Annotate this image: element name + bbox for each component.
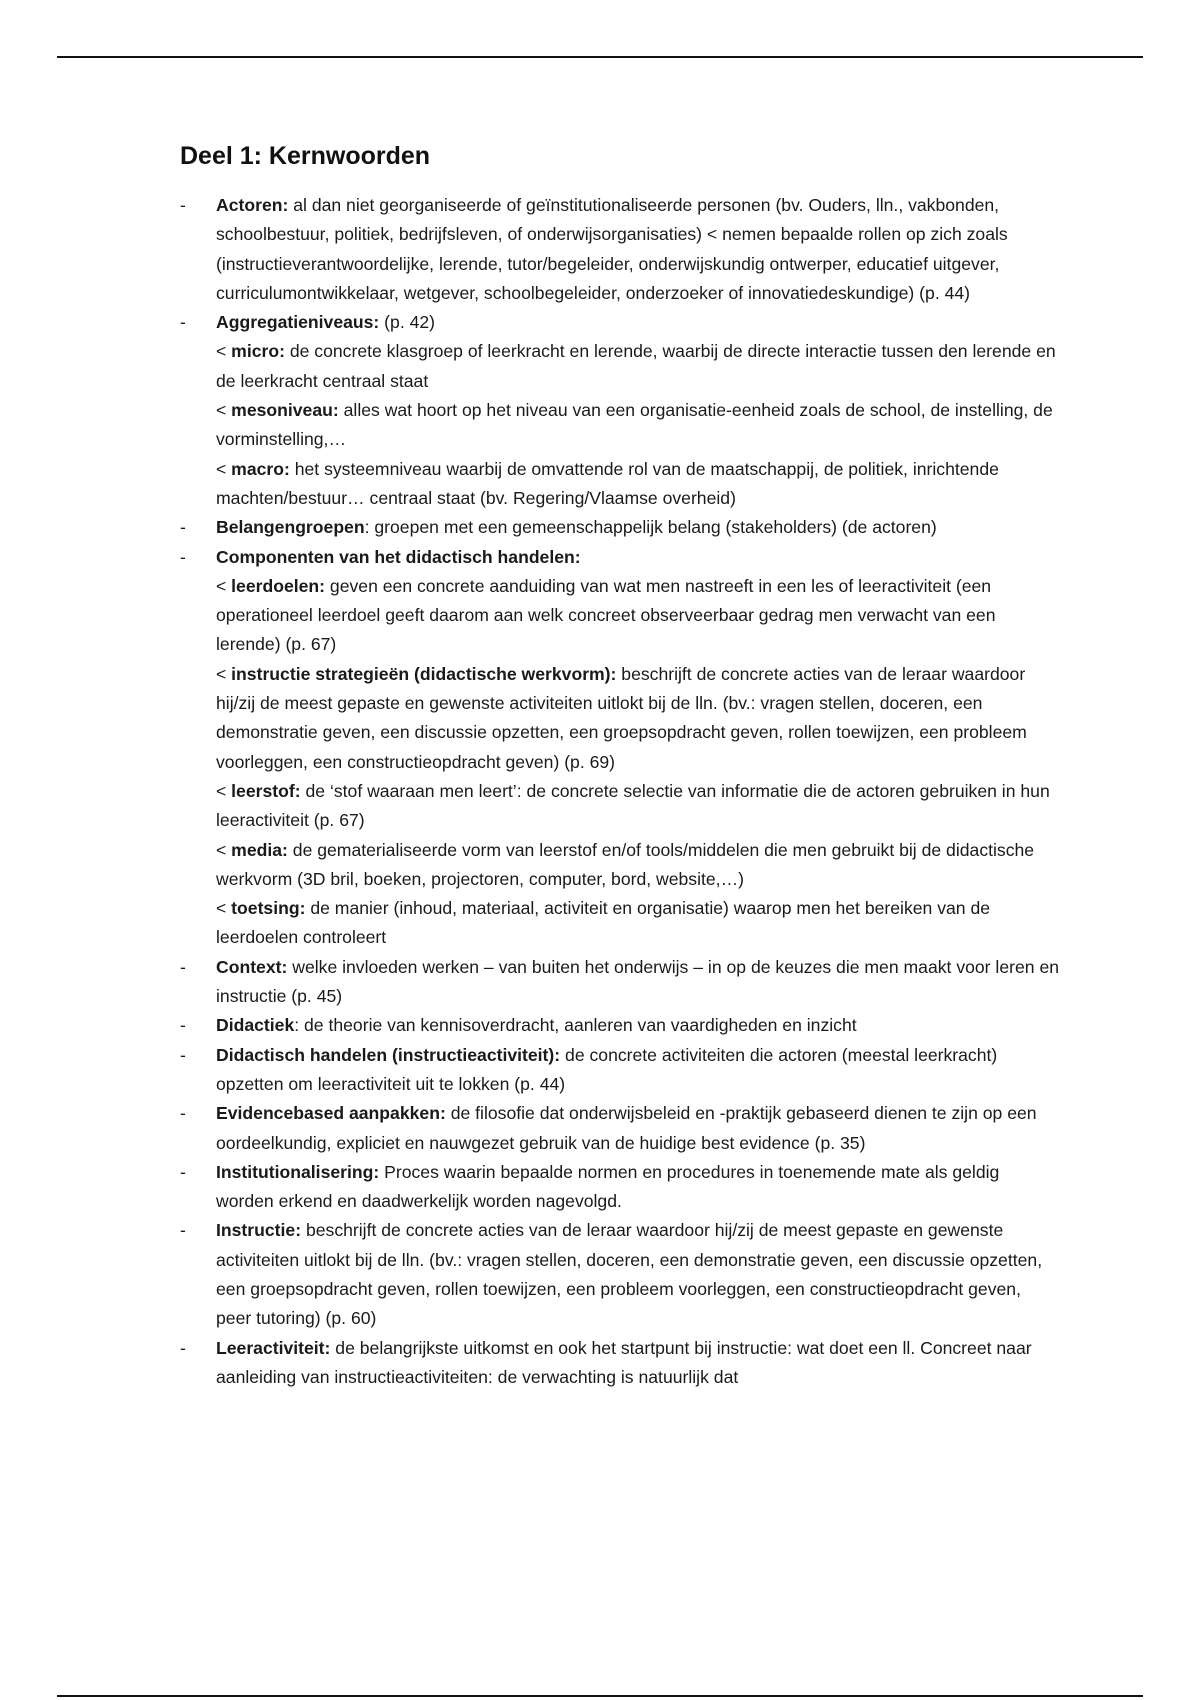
- sub-item-marker: <: [216, 341, 232, 362]
- term-name: Leeractiviteit:: [216, 1337, 331, 1358]
- sub-item-label: instructie strategieën (didactische werkvorm):: [231, 663, 617, 684]
- term-name: Instructie:: [216, 1220, 302, 1241]
- sub-item-marker: <: [216, 898, 232, 919]
- page-bottom-rule: [57, 1695, 1143, 1697]
- sub-item: [216, 836, 1060, 895]
- term-name: Aggregatieniveaus:: [216, 312, 380, 333]
- glossary-item: [180, 1099, 1060, 1158]
- sub-item-definition: de gematerialiseerde vorm van leerstof en/of tools/middelen die men gebruikt bij de didactische werkvorm (3D bril, boeken, projectoren, computer, bord, website,…): [216, 839, 1035, 889]
- sub-item: [216, 660, 1060, 777]
- term-name: Didactiek: [216, 1015, 295, 1036]
- section-heading: Deel 1: Kernwoorden: [180, 142, 431, 170]
- glossary-item: [180, 1158, 1060, 1217]
- sub-item-label: media:: [231, 839, 288, 860]
- sub-item-marker: <: [216, 575, 232, 596]
- sub-item: [216, 572, 1060, 660]
- page-top-rule: [57, 56, 1143, 58]
- sub-item-marker: <: [216, 458, 232, 479]
- sub-item-marker: <: [216, 400, 232, 421]
- sub-item-label: leerdoelen:: [231, 575, 326, 596]
- term-definition: : de theorie van kennisoverdracht, aanleren van vaardigheden en inzicht: [294, 1015, 857, 1036]
- term-definition: de filosofie dat onderwijsbeleid en -praktijk gebaseerd dienen te zijn op een oordeelkundig, expliciet en nauwgezet gebruik van de huidige best evidence (p. 35): [216, 1103, 1037, 1153]
- glossary-list: [180, 191, 1060, 1392]
- sub-item-marker: <: [216, 663, 232, 684]
- sub-item: [216, 894, 1060, 953]
- glossary-item: [180, 543, 1060, 953]
- term-name: Componenten van het didactisch handelen:: [216, 546, 581, 567]
- sub-item: [216, 396, 1060, 455]
- term-name: Belangengroepen: [216, 517, 365, 538]
- sub-item: [216, 337, 1060, 396]
- glossary-item: [180, 1041, 1060, 1100]
- sub-item-definition: de ‘stof waaraan men leert’: de concrete selectie van informatie die de actoren gebruiken in hun leeractiviteit (p. 67): [216, 780, 1050, 831]
- sub-item-label: toetsing:: [231, 898, 306, 919]
- term-definition: de concrete activiteiten die actoren (meestal leerkracht) opzetten om leeractiviteit uit te lokken (p. 44): [216, 1044, 998, 1094]
- sub-item: [216, 777, 1060, 836]
- term-name: Institutionalisering:: [216, 1161, 380, 1182]
- sub-item-marker: <: [216, 780, 232, 801]
- sub-item-label: leerstof:: [231, 780, 301, 801]
- sub-item-definition: geven een concrete aanduiding van wat men nastreeft in een les of leeractiviteit (een operationeel leerdoel geeft daarom aan welk concreet observeerbaar gedrag men verwacht van een lerende) (p. 67): [216, 575, 996, 655]
- glossary-item: [180, 1334, 1060, 1393]
- sub-item-marker: <: [216, 839, 232, 860]
- glossary-item: [180, 191, 1060, 308]
- sub-item-definition: beschrijft de concrete acties van de leraar waardoor hij/zij de meest gepaste en gewenste activiteiten uitlokt bij de lln. (bv.: vragen stellen, doceren, een demonstratie geven, een discussie opzetten, een groepsopdracht geven, rollen toewijzen, een probleem voorleggen, een constructieopdracht geven) (p. 69): [216, 663, 1027, 772]
- term-definition: al dan niet georganiseerde of geïnstitutionaliseerde personen (bv. Ouders, lln., vakbonden, schoolbestuur, politiek, bedrijfsleven, of onderwijsorganisaties) < nemen bepaalde rollen op zich zoals (instructieverantwoordelijke, lerende, tutor/begeleider, onderwijskundig ontwerper, educatief uitgever, curriculumontwikkelaar, wetgever, schoolbegeleider, onderzoeker of innovatiedeskundige) (p. 44): [216, 195, 1008, 303]
- term-name: Actoren:: [216, 195, 289, 215]
- term-name: Evidencebased aanpakken:: [216, 1103, 446, 1124]
- term-name: Context:: [216, 956, 288, 977]
- term-definition: welke invloeden werken – van buiten het onderwijs – in op de keuzes die men maakt voor leren en instructie (p. 45): [216, 956, 1060, 1007]
- term-definition: : groepen met een gemeenschappelijk belang (stakeholders) (de actoren): [364, 517, 937, 538]
- sub-item-label: micro:: [231, 341, 285, 362]
- glossary-item: [180, 953, 1060, 1012]
- term-name: Didactisch handelen (instructieactiviteit):: [216, 1044, 561, 1065]
- sub-item-definition: alles wat hoort op het niveau van een organisatie-eenheid zoals de school, de instelling, de vorminstelling,…: [216, 400, 1053, 450]
- sub-item-definition: de manier (inhoud, materiaal, activiteit en organisatie) waarop men het bereiken van de leerdoelen controleert: [216, 898, 991, 948]
- term-definition: beschrijft de concrete acties van de leraar waardoor hij/zij de meest gepaste en gewenste activiteiten uitlokt bij de lln. (bv.: vragen stellen, doceren, een demonstratie geven, een discussie opzetten, een groepsopdracht geven, rollen toewijzen, een probleem voorleggen, een constructieopdracht geven, peer tutoring) (p. 60): [216, 1220, 1043, 1329]
- glossary-item: [180, 308, 1060, 513]
- term-definition: Proces waarin bepaalde normen en procedures in toenemende mate als geldig worden erkend en daadwerkelijk worden nagevolgd.: [216, 1161, 1000, 1212]
- sub-item-label: mesoniveau:: [231, 400, 339, 421]
- sub-item-definition: het systeemniveau waarbij de omvattende rol van de maatschappij, de politiek, inrichtende machten/bestuur… centraal staat (bv. Regering/Vlaamse overheid): [216, 458, 999, 508]
- glossary-item: [180, 1216, 1060, 1333]
- term-definition: (p. 42): [379, 312, 436, 333]
- glossary-item: [180, 513, 1060, 542]
- sub-item-definition: de concrete klasgroep of leerkracht en lerende, waarbij de directe interactie tussen den lerende en de leerkracht centraal staat: [216, 341, 1056, 391]
- glossary-item: [180, 1011, 1060, 1040]
- sub-item: [216, 455, 1060, 514]
- document-body: [180, 142, 1060, 1392]
- term-definition: de belangrijkste uitkomst en ook het startpunt bij instructie: wat doet een ll. Concreet naar aanleiding van instructieactiviteiten: de verwachting is natuurlijk dat: [216, 1337, 1032, 1387]
- sub-item-label: macro:: [231, 458, 290, 479]
